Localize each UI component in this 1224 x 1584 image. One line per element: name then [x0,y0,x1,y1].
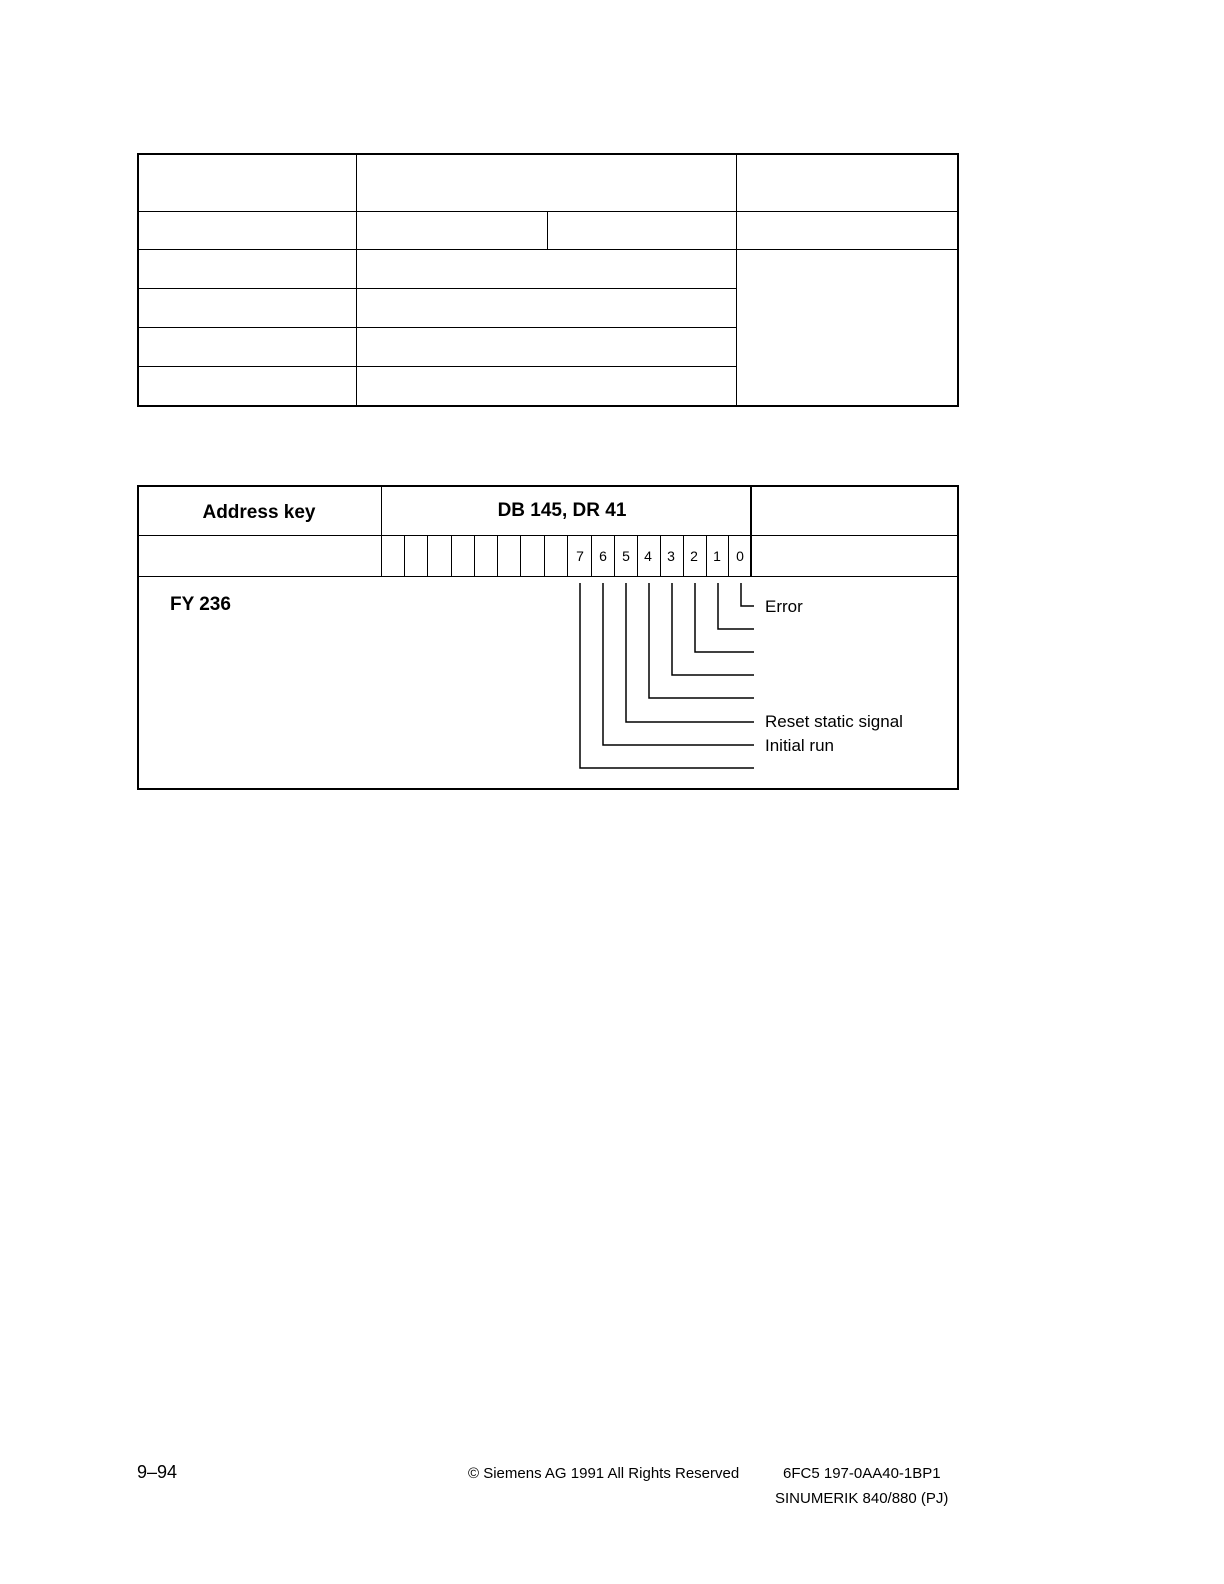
address-key-label: Address key [202,502,316,523]
bit-number: 4 [644,548,652,564]
bit-number: 6 [599,548,607,564]
product-name: SINUMERIK 840/880 (PJ) [775,1490,949,1507]
signal-label-bit-0: Error [765,597,803,616]
copyright: © Siemens AG 1991 All Rights Reserved [468,1465,740,1482]
leader-bit-4 [649,583,754,698]
order-number: 6FC5 197-0AA40-1BP1 [783,1465,941,1482]
bit-number: 1 [713,548,721,564]
byte-address: FY 236 [170,594,231,615]
signal-label-bit-6: Initial run [765,736,834,755]
leader-bit-0 [741,583,754,606]
page-number: 9–94 [137,1462,178,1482]
bit-number: 2 [690,548,698,564]
bit-number: 3 [667,548,675,564]
bit-number: 5 [622,548,630,564]
bit-number: 0 [736,548,744,564]
leader-bit-2 [695,583,754,652]
bit-number: 7 [576,548,584,564]
data-ref-label: DB 145, DR 41 [497,500,627,521]
signal-label-bit-5: Reset static signal [765,712,903,731]
